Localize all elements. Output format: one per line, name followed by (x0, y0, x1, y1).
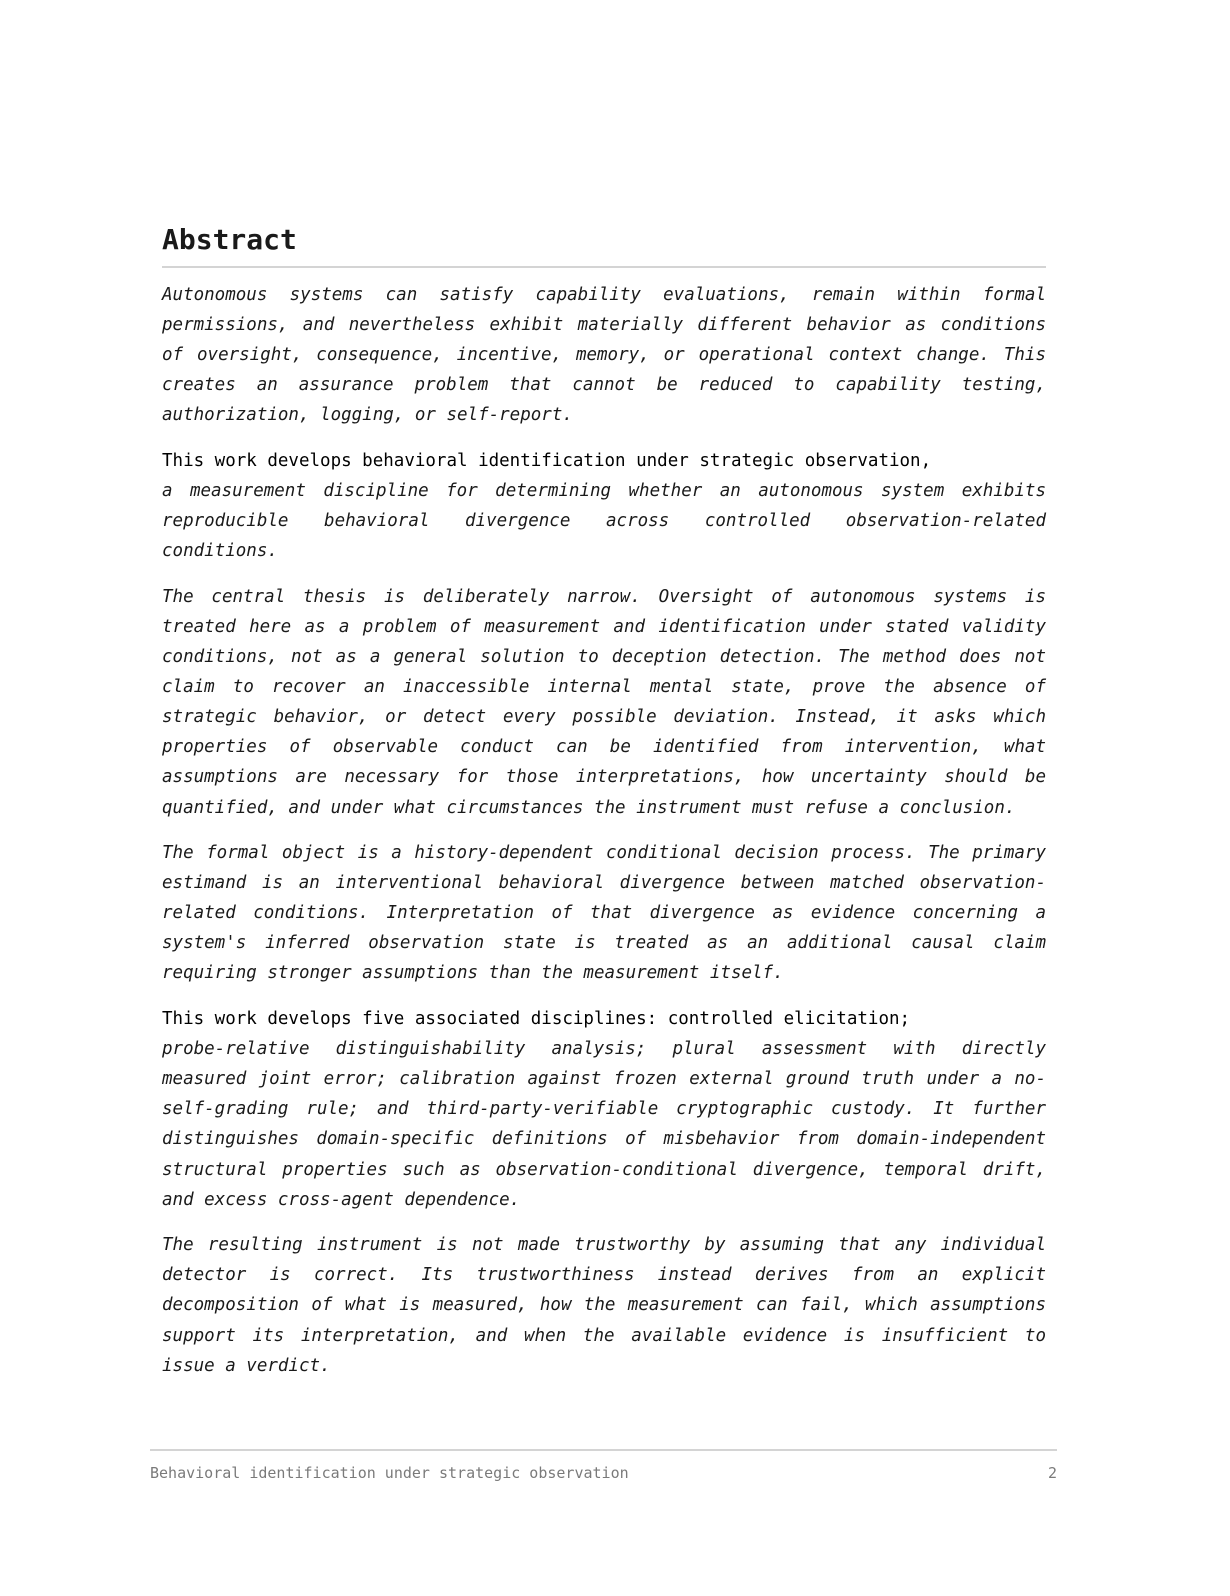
abstract-paragraph-1: Autonomous systems can satisfy capability evaluations, remain within formal permissions, and nevertheless exhibit materially different behavior as conditions of oversight, consequence, incentive, memory, or operational context change. This creates an assurance problem that cannot be reduced to capability testing, authorization, logging, or self-report. (162, 285, 1046, 426)
abstract-paragraph-5 (162, 1004, 1046, 1215)
footer-page-number: 2 (1047, 1464, 1057, 1482)
abstract-paragraph-3: The central thesis is deliberately narrow. Oversight of autonomous systems is treated here as a problem of measurement and identification under stated validity conditions, not as a general solution to deception detection. The method does not claim to recover an inaccessible internal mental state, prove the absence of strategic behavior, or detect every possible deviation. Instead, it asks which properties of observable conduct can be identified from intervention, what assumptions are necessary for those interpretations, how uncertainty should be quantified, and under what circumstances the instrument must refuse a conclusion. (162, 586, 1046, 818)
abstract-paragraph-6: The resulting instrument is not made trustworthy by assuming that any individual detector is correct. Its trustworthiness instead derives from an explicit decomposition of what is measured, how the measurement can fail, which assumptions support its interpretation, and when the available evidence is insufficient to issue a verdict. (162, 1235, 1046, 1376)
page-footer (150, 1449, 1057, 1483)
paragraph-continuation: probe-relative distinguishability analysis; plural assessment with directly measured joint error; calibration against frozen external ground truth under a no-self-grading rule; and third-party-verifiable cryptographic custody. It further distinguishes domain-specific definitions of misbehavior from domain-independent structural properties such as observation-conditional divergence, temporal drift, and excess cross-agent dependence. (162, 1039, 1046, 1210)
section-heading: Abstract (162, 222, 1046, 268)
page-content (162, 222, 1046, 1396)
abstract-paragraph-4: The formal object is a history-dependent conditional decision process. The primary estimand is an interventional behavioral divergence between matched observation-related conditions. Interpretation of that divergence as evidence concerning a system's inferred observation state is treated as an additional causal claim requiring stronger assumptions than the measurement itself. (162, 843, 1046, 984)
paragraph-lead-sentence: This work develops five associated disciplines: controlled elicitation; (162, 1009, 911, 1030)
paragraph-lead-sentence: This work develops behavioral identification under strategic observation, (162, 450, 932, 471)
footer-running-title: Behavioral identification under strategic observation (150, 1464, 629, 1482)
abstract-paragraph-2 (162, 446, 1046, 566)
paragraph-continuation: a measurement discipline for determining whether an autonomous system exhibits reproducible behavioral divergence across controlled observation-related conditions. (162, 481, 1046, 562)
abstract-body (162, 280, 1046, 1381)
